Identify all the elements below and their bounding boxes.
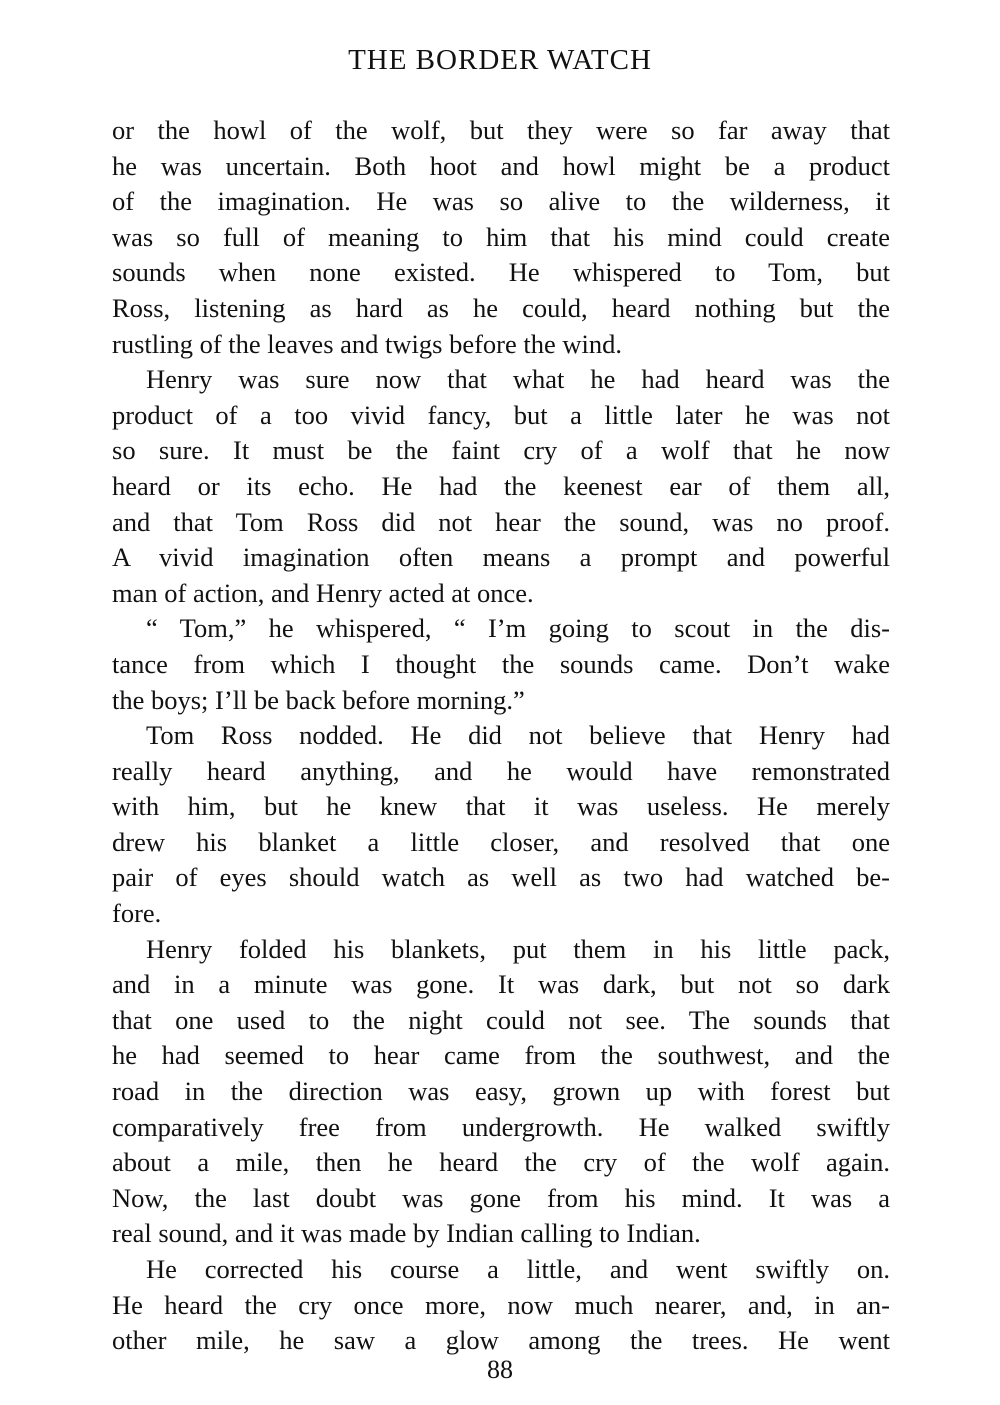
page-number: 88 [487, 1355, 513, 1384]
text-line: product of a too vivid fancy, but a little later he was not [112, 399, 890, 430]
text-line: drew his blanket a little closer, and resolved that one [112, 826, 890, 857]
text-line: fore. [112, 898, 162, 929]
text-line: of the imagination. He was so alive to the wilderness, it [112, 186, 890, 217]
text-line: he had seemed to hear came from the southwest, and the [112, 1040, 890, 1071]
text-line: about a mile, then he heard the cry of the wolf again. [112, 1147, 890, 1178]
text-line: that one used to the night could not see. The sounds that [112, 1004, 890, 1035]
text-line: road in the direction was easy, grown up with forest but [112, 1076, 890, 1107]
body-text [112, 113, 890, 1359]
text-line: with him, but he knew that it was useless. He merely [112, 791, 890, 822]
text-line: the boys; I’ll be back before morning.” [112, 684, 525, 715]
text-line: other mile, he saw a glow among the trees. He went [112, 1325, 890, 1356]
text-line: or the howl of the wolf, but they were so far away that [112, 115, 890, 145]
text-line: really heard anything, and he would have remonstrated [112, 755, 890, 786]
text-line: was so full of meaning to him that his mind could create [112, 221, 890, 252]
text-line: pair of eyes should watch as well as two had watched be- [112, 862, 890, 893]
text-line: He corrected his course a little, and went swiftly on. [146, 1254, 890, 1284]
text-line: Ross, listening as hard as he could, heard nothing but the [112, 292, 890, 323]
text-line: Now, the last doubt was gone from his mind. It was a [112, 1182, 890, 1213]
text-line: rustling of the leaves and twigs before the wind. [112, 328, 622, 359]
text-line: man of action, and Henry acted at once. [112, 577, 534, 608]
text-line: sounds when none existed. He whispered to Tom, but [112, 257, 890, 288]
text-line: He heard the cry once more, now much nearer, and, in an- [112, 1289, 890, 1320]
text-line: Tom Ross nodded. He did not believe that Henry had [146, 720, 890, 751]
text-line: and that Tom Ross did not hear the sound, was no proof. [112, 506, 890, 537]
running-head: THE BORDER WATCH [348, 44, 652, 76]
text-line: heard or its echo. He had the keenest ear of them all, [112, 470, 890, 501]
text-line: he was uncertain. Both hoot and howl might be a product [112, 150, 890, 181]
text-line: Henry folded his blankets, put them in his little pack, [146, 933, 890, 964]
text-line: “ Tom,” he whispered, “ I’m going to scout in the dis- [146, 613, 890, 644]
text-line: and in a minute was gone. It was dark, but not so dark [112, 969, 890, 1000]
text-line: real sound, and it was made by Indian calling to Indian. [112, 1218, 701, 1249]
text-line: comparatively free from undergrowth. He walked swiftly [112, 1111, 890, 1142]
text-line: tance from which I thought the sounds came. Don’t wake [112, 648, 890, 679]
text-line: A vivid imagination often means a prompt and powerful [112, 542, 890, 573]
text-line: Henry was sure now that what he had heard was the [146, 364, 890, 395]
text-line: so sure. It must be the faint cry of a wolf that he now [112, 435, 890, 466]
